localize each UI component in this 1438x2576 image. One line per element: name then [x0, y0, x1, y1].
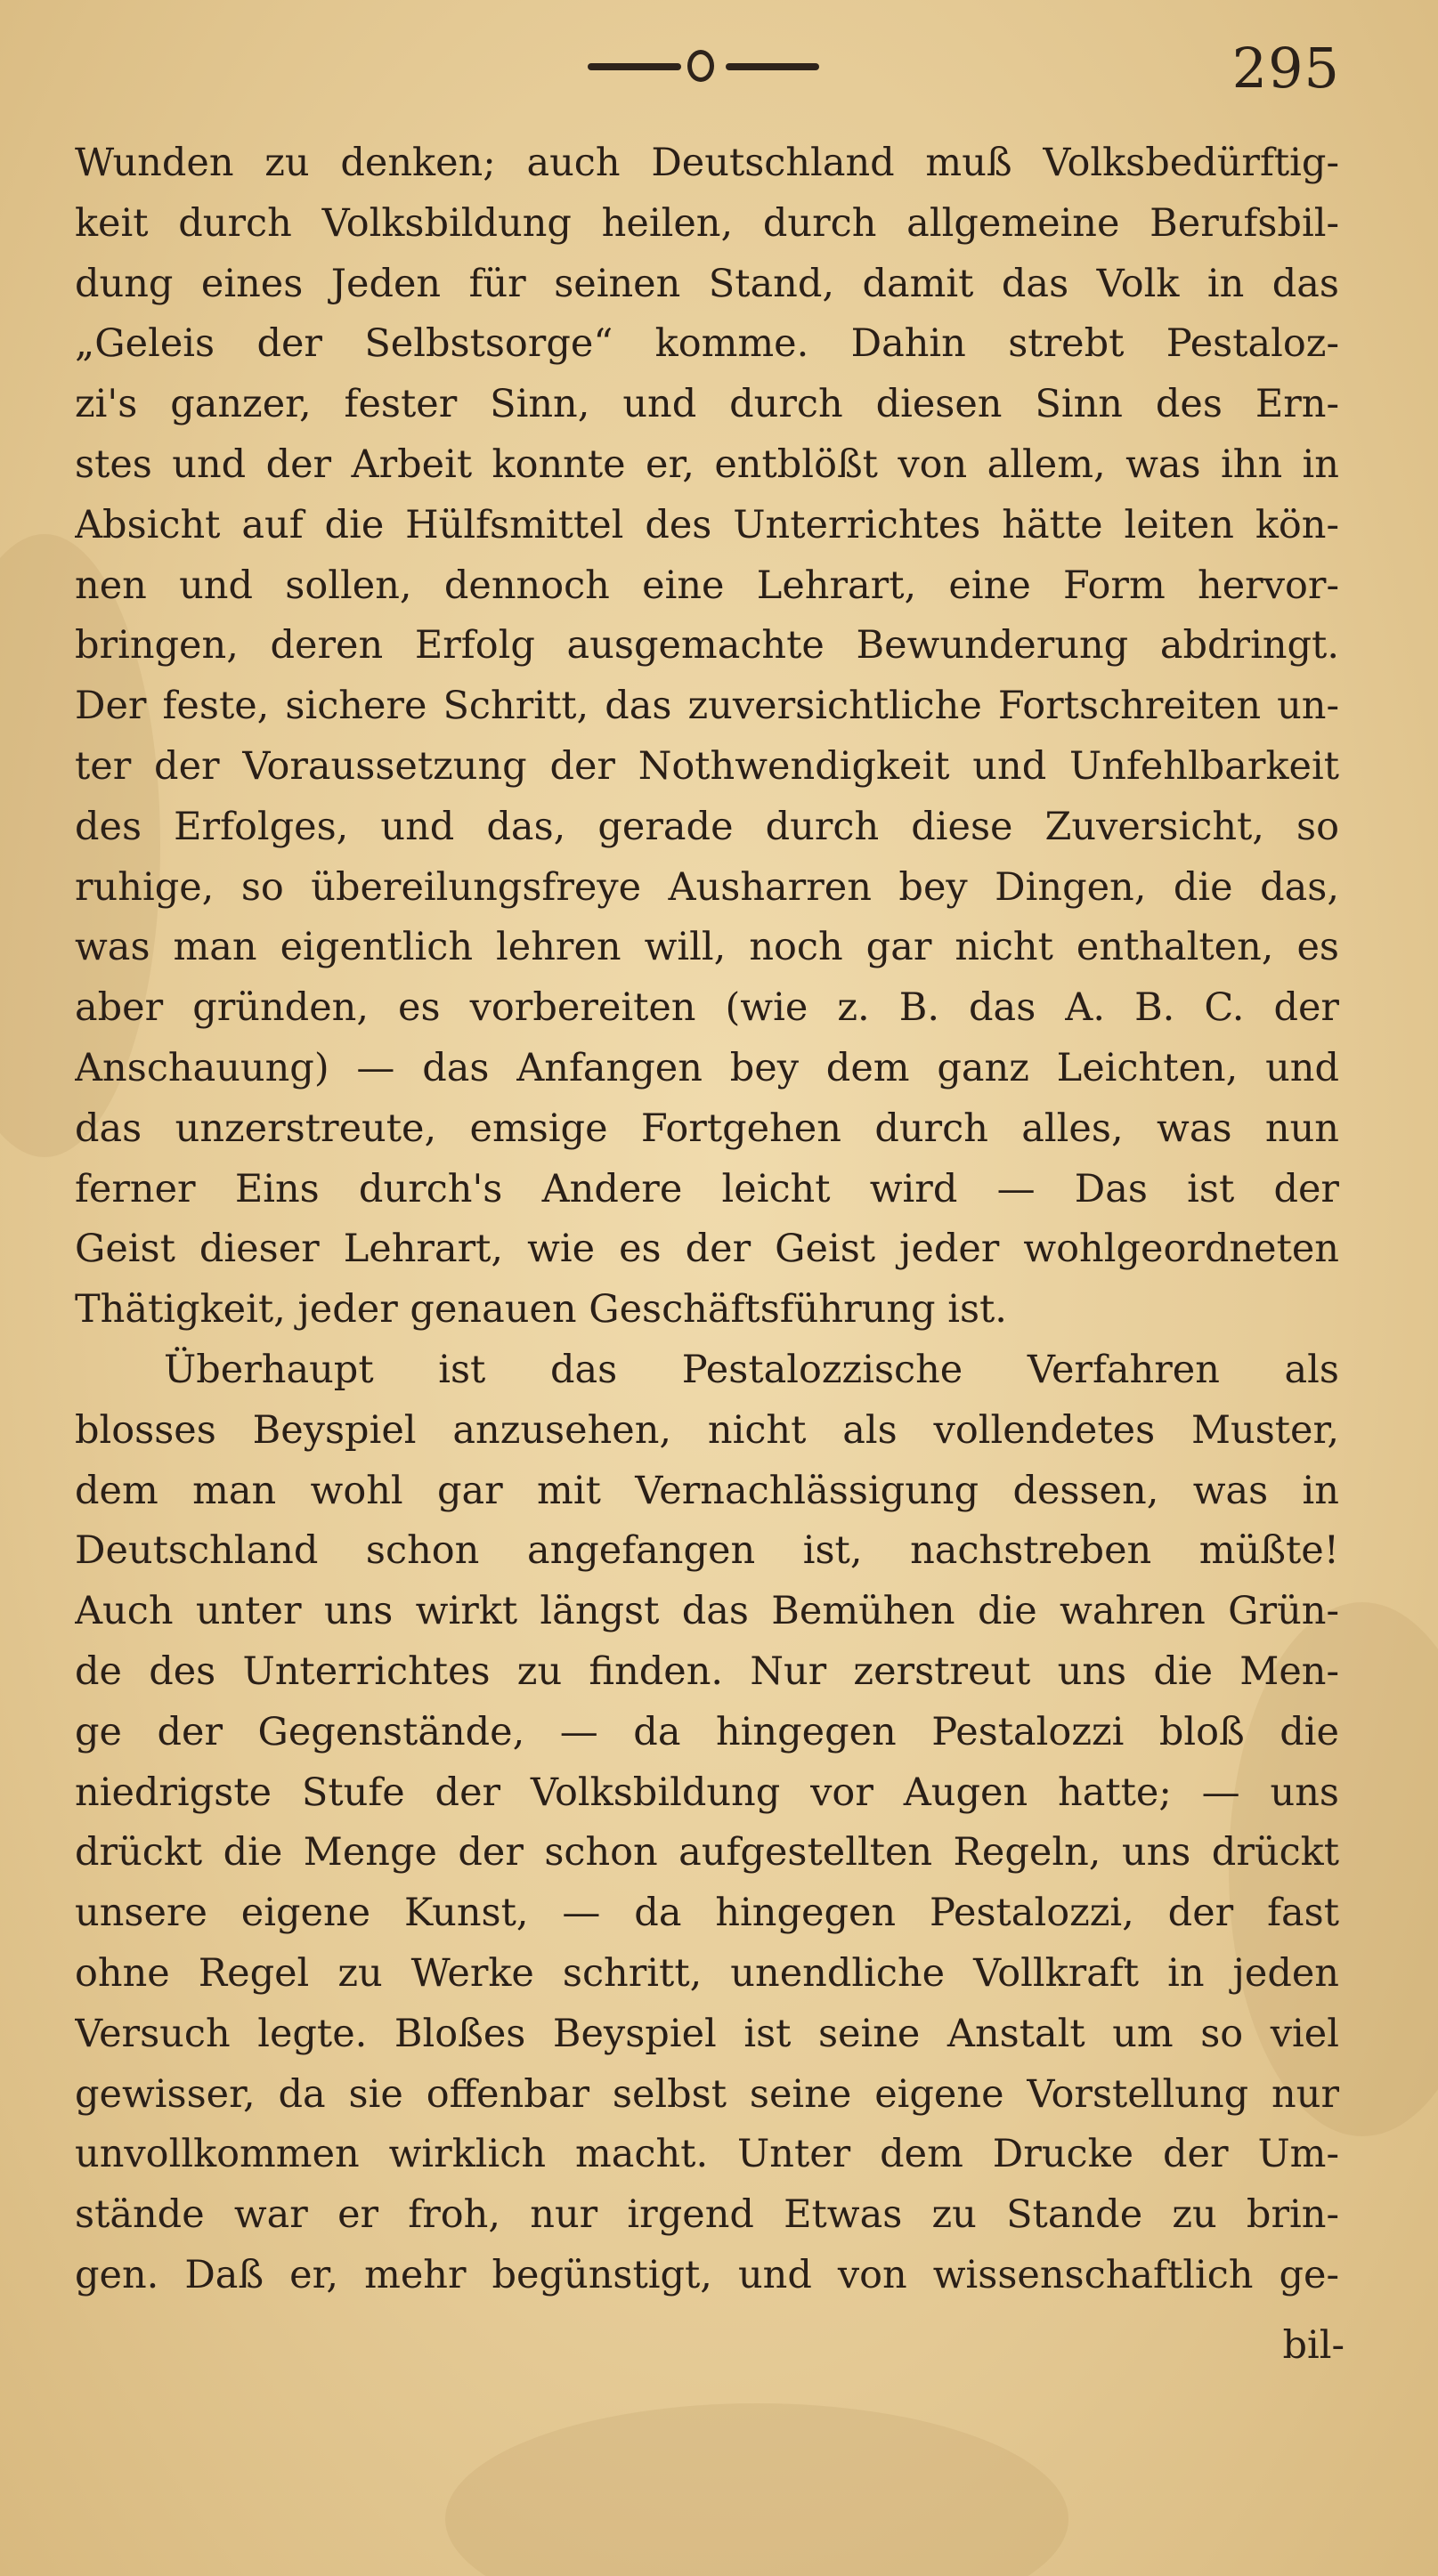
rule-with-ring-ornament-icon — [588, 46, 819, 82]
text-line: ruhige, so übereilungsfreye Ausharren bey Dingen, die das, — [75, 864, 1339, 910]
text-line: unvollkommen wirklich macht. Unter dem Drucke der Um- — [75, 2132, 1339, 2177]
text-line: drückt die Menge der schon aufgestellten Regeln, uns drückt — [75, 1830, 1339, 1875]
catchword: bil- — [1282, 2323, 1345, 2368]
text-line: Geist dieser Lehrart, wie es der Geist jeder wohlgeordneten — [75, 1227, 1339, 1272]
text-line: gen. Daß er, mehr begünstigt, und von wissenschaftlich ge- — [75, 2252, 1339, 2297]
text-line: Absicht auf die Hülfsmittel des Unterrichtes hätte leiten kön- — [75, 502, 1339, 547]
page-number: 295 — [1231, 36, 1340, 101]
text-line: stes und der Arbeit konnte er, entblößt von allem, was ihn in — [75, 441, 1339, 487]
text-line: ter der Voraussetzung der Nothwendigkeit und Unfehlbarkeit — [75, 743, 1339, 789]
text-line: Deutschland schon angefangen ist, nachstreben müßte! — [75, 1528, 1339, 1574]
text-line: Überhaupt ist das Pestalozzische Verfahren als — [164, 1347, 1339, 1392]
text-line: zi's ganzer, fester Sinn, und durch diesen Sinn des Ern- — [75, 382, 1339, 427]
text-line: bringen, deren Erfolg ausgemachte Bewunderung abdringt. — [75, 623, 1339, 668]
text-line: stände war er froh, nur irgend Etwas zu Stande zu brin- — [75, 2192, 1339, 2238]
text-line: das unzerstreute, emsige Fortgehen durch alles, was nun — [75, 1106, 1339, 1151]
text-line: Versuch legte. Bloßes Beyspiel ist seine Anstalt um so viel — [75, 2011, 1339, 2056]
text-line: Anschauung) — das Anfangen bey dem ganz Leichten, und — [75, 1045, 1339, 1090]
text-line: aber gründen, es vorbereiten (wie z. B. das A. B. C. der — [75, 985, 1339, 1031]
page-header — [0, 27, 1438, 107]
text-line: nen und sollen, dennoch eine Lehrart, eine Form hervor- — [75, 563, 1339, 608]
text-line: dung eines Jeden für seinen Stand, damit das Volk in das — [75, 261, 1339, 306]
text-line: de des Unterrichtes zu finden. Nur zerstreut uns die Men- — [75, 1648, 1339, 1694]
text-line: ohne Regel zu Werke schritt, unendliche Vollkraft in jeden — [75, 1950, 1339, 1996]
text-line: des Erfolges, und das, gerade durch diese Zuversicht, so — [75, 804, 1339, 849]
text-line: blosses Beyspiel anzusehen, nicht als vollendetes Muster, — [75, 1407, 1339, 1453]
text-line: Der feste, sichere Schritt, das zuversichtliche Fortschreiten un- — [75, 684, 1339, 729]
text-line: gewisser, da sie offenbar selbst seine eigene Vorstellung nur — [75, 2071, 1339, 2117]
text-line: unsere eigene Kunst, — da hingegen Pestalozzi, der fast — [75, 1891, 1339, 1936]
text-line: Auch unter uns wirkt längst das Bemühen die wahren Grün- — [75, 1589, 1339, 1634]
text-line: Wunden zu denken; auch Deutschland muß Volksbedürftig- — [75, 141, 1339, 185]
text-line: keit durch Volksbildung heilen, durch allgemeine Berufsbil- — [75, 200, 1339, 246]
text-line: dem man wohl gar mit Vernachlässigung dessen, was in — [75, 1468, 1339, 1513]
paper-stain — [445, 2403, 1068, 2576]
text-line: Thätigkeit, jeder genauen Geschäftsführung ist. — [75, 1287, 1007, 1333]
text-line: ge der Gegenstände, — da hingegen Pestalozzi bloß die — [75, 1709, 1339, 1754]
text-line: „Geleis der Selbstsorge“ komme. Dahin strebt Pestaloz- — [75, 321, 1339, 367]
body-text — [75, 134, 1339, 2306]
text-line: ferner Eins durch's Andere leicht wird — Das ist der — [75, 1166, 1339, 1211]
text-line: niedrigste Stufe der Volksbildung vor Augen hatte; — uns — [75, 1770, 1339, 1815]
text-line: was man eigentlich lehren will, noch gar nicht enthalten, es — [75, 925, 1339, 970]
